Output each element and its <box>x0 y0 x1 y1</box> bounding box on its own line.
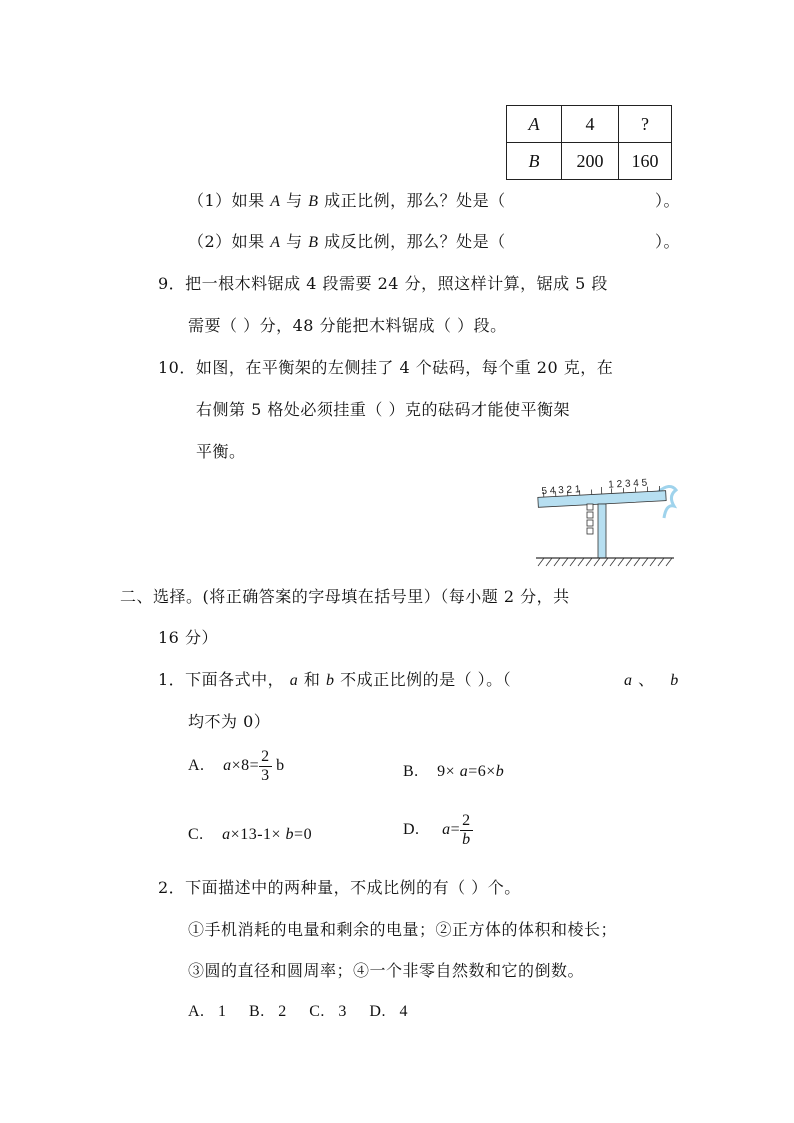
text: 和 <box>303 670 321 689</box>
option-label: A. <box>188 757 205 775</box>
c1-line2: 均不为 0） <box>188 712 271 731</box>
variable: b <box>495 763 505 780</box>
q8-sub2 <box>188 232 506 253</box>
text: 成正比例，那么？处是（ <box>324 191 506 210</box>
table-cell: A <box>507 106 562 143</box>
numerator: 2 <box>462 812 471 829</box>
option-label: C. <box>188 826 204 843</box>
q10-line3: 平衡。 <box>196 442 246 461</box>
q8-sub1 <box>188 191 506 212</box>
variable: b <box>285 826 295 843</box>
expression: ×13-1× <box>230 826 282 843</box>
variable: A <box>270 234 281 251</box>
section2-line2: 16 分） <box>158 628 218 647</box>
table-cell: 4 <box>562 106 619 143</box>
variable: A <box>270 193 281 210</box>
weight <box>587 512 593 518</box>
table-cell: 160 <box>619 143 672 180</box>
scale-right-label: 1 2 3 4 5 <box>607 477 648 491</box>
weight <box>587 520 593 526</box>
variable: B <box>308 234 319 251</box>
c1-option-c <box>188 825 312 845</box>
expression: =6× <box>468 763 496 780</box>
text: 、 <box>638 670 655 689</box>
text: （1）如果 <box>188 191 265 210</box>
option-label: B. <box>403 763 419 780</box>
variable: a <box>222 826 231 843</box>
c2-line1: 2．下面描述中的两种量，不成比例的有（ ）个。 <box>158 878 521 897</box>
table-cell: B <box>507 143 562 180</box>
text: 不成正比例的是（ ）。（ <box>340 670 512 689</box>
table-cell: 200 <box>562 143 619 180</box>
text: 成反比例，那么？处是（ <box>324 232 506 251</box>
variable: B <box>308 193 319 210</box>
weight <box>587 504 593 510</box>
option-label: D. <box>403 821 420 839</box>
section2-line1: 二、选择。(将正确答案的字母填在括号里）（每小题 2 分，共 <box>120 587 570 606</box>
q10-line2: 右侧第 5 格处必须挂重（ ）克的砝码才能使平衡架 <box>196 400 570 419</box>
text: 与 <box>286 232 303 251</box>
fraction <box>259 748 272 785</box>
q8-sub2-end: ）。 <box>655 232 681 251</box>
text: （2）如果 <box>188 232 265 251</box>
expression: =0 <box>294 826 313 843</box>
denominator: b <box>462 831 471 848</box>
q9-line2: 需要（ ）分，48 分能把木料锯成（ ）段。 <box>188 316 507 335</box>
expression: = <box>450 821 461 839</box>
text: 与 <box>286 191 303 210</box>
text: 1．下面各式中， <box>158 670 285 689</box>
q9-line1: 9．把一根木料锯成 4 段需要 24 分，照这样计算，锯成 5 段 <box>158 274 608 293</box>
variable: a <box>289 672 299 689</box>
c1-option-b <box>403 762 504 782</box>
variable: b <box>325 672 335 689</box>
ground-hatch <box>538 558 672 566</box>
c1-option-a <box>188 748 285 785</box>
fraction <box>460 812 473 849</box>
variable: a <box>223 757 232 775</box>
c2-line3: ③圆的直径和圆周率；④一个非零自然数和它的倒数。 <box>188 961 585 980</box>
c1-option-d <box>403 812 473 849</box>
numerator: 2 <box>261 748 270 765</box>
variable: a <box>459 763 469 780</box>
c1-line1-tail <box>624 670 679 691</box>
expression: 9× <box>437 763 456 780</box>
balance-post <box>598 504 606 558</box>
q8-sub1-end: ）。 <box>655 191 681 210</box>
weight <box>587 528 593 534</box>
weights <box>587 504 593 534</box>
expression: b <box>276 757 285 775</box>
expression: ×8= <box>231 757 260 775</box>
c2-options: A. 1 B. 2 C. 3 D. 4 <box>188 1003 408 1020</box>
q10-line1: 10．如图，在平衡架的左侧挂了 4 个砝码，每个重 20 克，在 <box>158 358 614 377</box>
table-row <box>507 106 672 143</box>
variable: a <box>624 672 633 689</box>
table-cell: ? <box>619 106 672 143</box>
variable: b <box>670 672 679 689</box>
table-row <box>507 143 672 180</box>
variable: a <box>442 821 451 839</box>
denominator: 3 <box>261 767 270 784</box>
c2-line2: ①手机消耗的电量和剩余的电量；②正方体的体积和棱长； <box>188 920 618 939</box>
ratio-table <box>506 105 672 180</box>
balance-figure <box>530 472 680 570</box>
scale-left-label: 5 4 3 2 1 <box>541 484 581 498</box>
c1-line1 <box>158 670 511 691</box>
